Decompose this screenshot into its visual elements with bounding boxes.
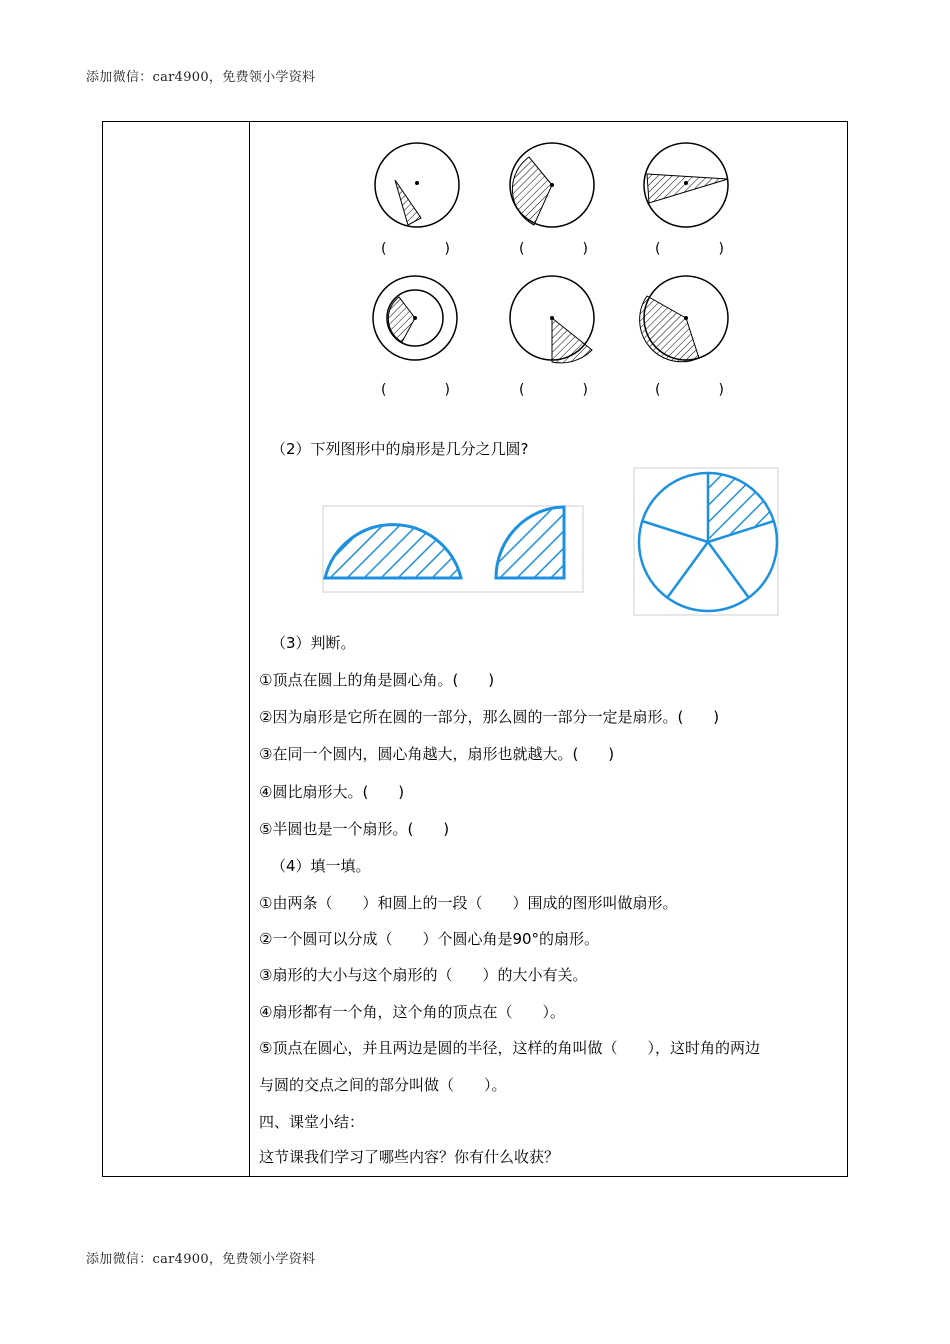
pie-figure — [634, 468, 778, 615]
q3-title: （3）判断。 — [271, 634, 356, 652]
q4-item: ③扇形的大小与这个扇形的（ ）的大小有关。 — [259, 966, 588, 984]
q3-item: ②因为扇形是它所在圆的一部分，那么圆的一部分一定是扇形。( ) — [259, 708, 720, 726]
q3-item: ③在同一个圆内，圆心角越大，扇形也就越大。( ) — [259, 745, 615, 763]
answer-blank: ( ) — [381, 241, 460, 257]
answer-blank: ( ) — [519, 241, 598, 257]
sector-figures — [259, 122, 849, 622]
figure-1 — [375, 143, 459, 227]
q4-item: ①由两条（ ）和圆上的一段（ ）围成的图形叫做扇形。 — [259, 894, 678, 912]
content-cell — [259, 122, 847, 1176]
answer-blank: ( ) — [519, 382, 598, 398]
q4-title: （4）填一填。 — [271, 857, 371, 875]
q4-item: ④扇形都有一个角，这个角的顶点在（ ）。 — [259, 1003, 565, 1021]
figure-3 — [644, 143, 728, 227]
answer-blank: ( ) — [655, 382, 734, 398]
answer-blank: ( ) — [655, 241, 734, 257]
figure-5 — [510, 276, 594, 363]
column-divider — [249, 122, 250, 1176]
q3-item: ⑤半圆也是一个扇形。( ) — [259, 820, 450, 838]
summary-title: 四、课堂小结： — [259, 1113, 365, 1131]
footer-watermark: 添加微信：car4900，免费领小学资料 — [86, 1252, 316, 1267]
answer-blank: ( ) — [381, 382, 460, 398]
q4-item: ②一个圆可以分成（ ）个圆心角是90°的扇形。 — [259, 930, 600, 948]
summary-question: 这节课我们学习了哪些内容？你有什么收获？ — [259, 1148, 560, 1166]
figure-2 — [510, 143, 594, 227]
header-watermark: 添加微信：car4900，免费领小学资料 — [86, 70, 316, 85]
q4-item: ⑤顶点在圆心，并且两边是圆的半径，这样的角叫做（ ），这时角的两边 — [259, 1039, 760, 1057]
q3-item: ④圆比扇形大。( ) — [259, 783, 405, 801]
q4-item: 与圆的交点之间的部分叫做（ ）。 — [259, 1076, 507, 1094]
q2-title: （2）下列图形中的扇形是几分之几圆? — [271, 440, 529, 458]
semicircle-figures — [323, 506, 583, 592]
lesson-table — [102, 121, 848, 1177]
figure-6 — [640, 276, 728, 362]
figure-4 — [373, 276, 457, 360]
q3-item: ①顶点在圆上的角是圆心角。( ) — [259, 671, 495, 689]
